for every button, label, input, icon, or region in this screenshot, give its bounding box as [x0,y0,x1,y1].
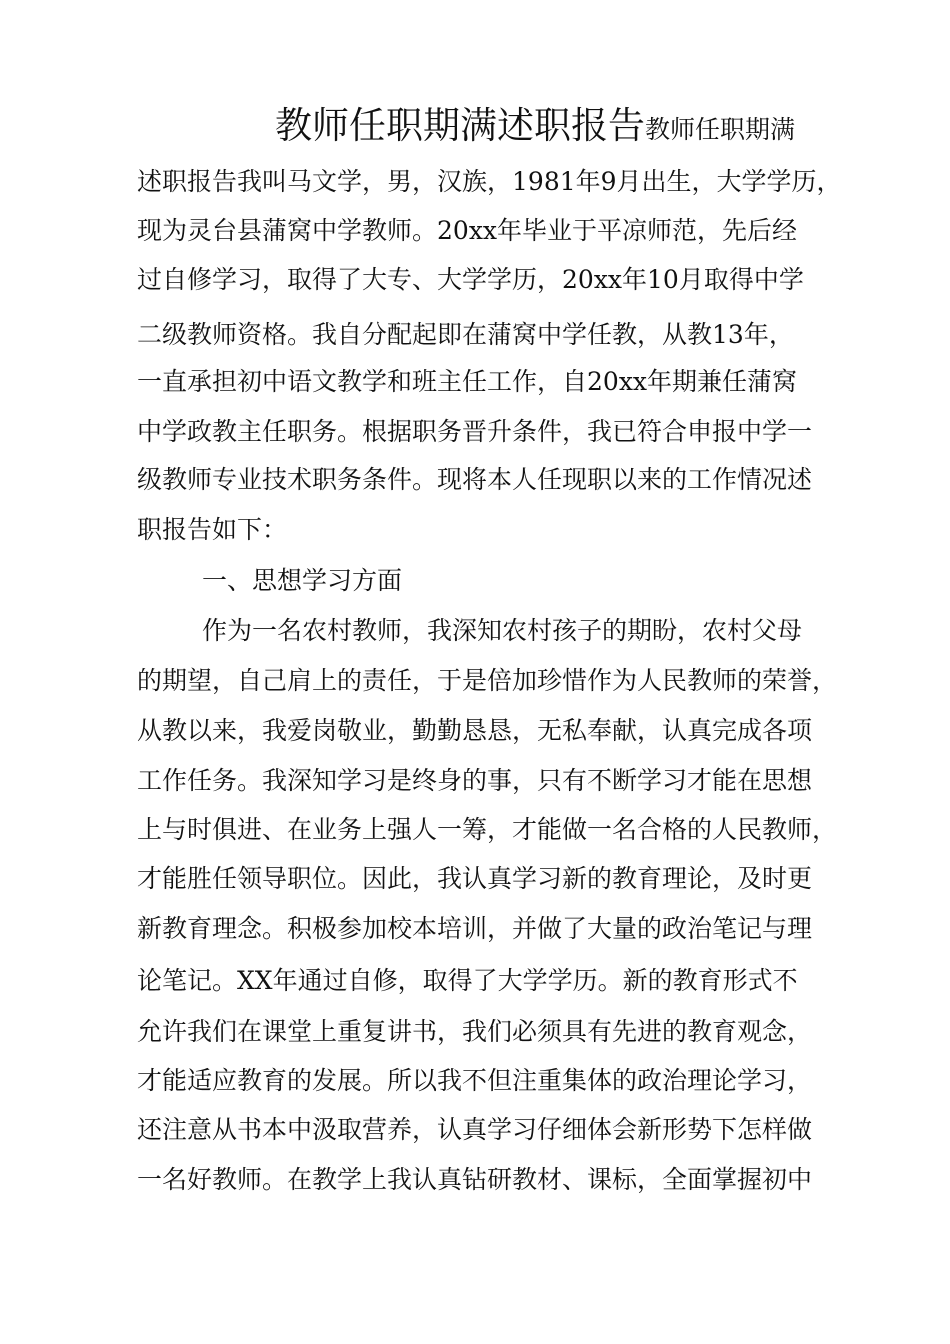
body-line: 论笔记。XX年通过自修，取得了大学学历。新的教育形式不 [137,966,798,995]
body-line: 一直承担初中语文教学和班主任工作，自20xx年期兼任蒲窝 [137,367,798,396]
title-tail: 教师任职期满 [645,115,796,144]
body-line: 作为一名农村教师，我深知农村孩子的期盼，农村父母 [202,616,803,645]
body-line: 上与时俱进、在业务上强人一筹，才能做一名合格的人民教师， [137,815,838,844]
body-line: 新教育理念。积极参加校本培训，并做了大量的政治笔记与理 [137,914,813,943]
body-line: 还注意从书本中汲取营养，认真学习仔细体会新形势下怎样做 [137,1115,813,1144]
body-line: 级教师专业技术职务条件。现将本人任现职以来的工作情况述 [137,465,813,494]
body-line: 的期望，自己肩上的责任，于是倍加珍惜作为人民教师的荣誉， [137,666,838,695]
body-line: 二级教师资格。我自分配起即在蒲窝中学任教，从教13年， [137,320,794,349]
body-line: 才能适应教育的发展。所以我不但注重集体的政治理论学习， [137,1066,813,1095]
body-line: 工作任务。我深知学习是终身的事，只有不断学习才能在思想 [137,766,813,795]
title-main: 教师任职期满述职报告 [275,104,645,147]
body-line: 职报告如下： [137,515,288,544]
body-line: 现为灵台县蒲窝中学教师。20xx年毕业于平凉师范，先后经 [137,216,798,245]
body-line: 从教以来，我爱岗敬业，勤勤恳恳，无私奉献，认真完成各项 [137,716,813,745]
body-line: 一名好教师。在教学上我认真钻研教材、课标，全面掌握初中 [137,1165,813,1194]
body-line: 允许我们在课堂上重复讲书，我们必须具有先进的教育观念， [137,1017,813,1046]
section-heading: 一、思想学习方面 [202,566,403,595]
document-title [275,98,795,161]
body-line: 过自修学习，取得了大专、大学学历，20xx年10月取得中学 [137,265,804,294]
body-line: 述职报告我叫马文学，男，汉族，1981年9月出生，大学学历， [137,167,842,196]
body-line: 中学政教主任职务。根据职务晋升条件，我已符合申报中学一 [137,417,813,446]
body-line: 才能胜任领导职位。因此，我认真学习新的教育理论，及时更 [137,864,813,893]
